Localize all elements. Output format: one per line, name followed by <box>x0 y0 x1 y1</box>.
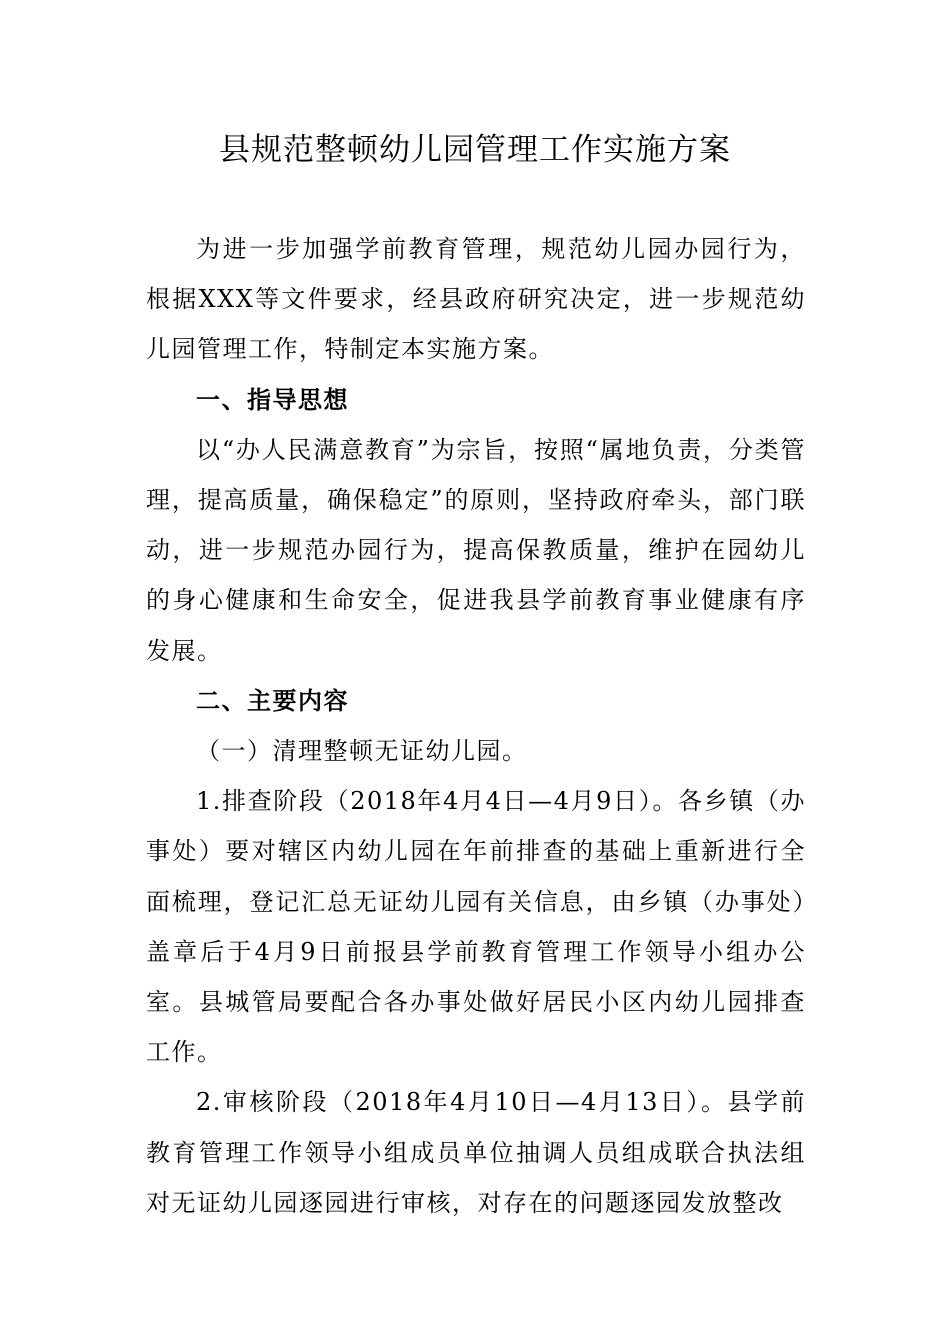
document-body <box>146 224 806 1228</box>
section-heading-main-content: 二、主要内容 <box>196 685 349 715</box>
subsection-heading-unlicensed-kindergartens: （一）清理整顿无证幼儿园。 <box>196 737 528 766</box>
guiding-ideology-paragraph: 以“办人民满意教育”为宗旨，按照“属地负责，分类管理，提高质量，确保稳定”的原则，坚持政府牵头，部门联动，进一步规范办园行为，提高保教质量，维护在园幼儿的身心健康和生命安全，促进我县学前教育事业健康有序发展。 <box>146 435 806 665</box>
intro-paragraph: 为进一步加强学前教育管理，规范幼儿园办园行为，根据XXX等文件要求，经县政府研究决定，进一步规范幼儿园管理工作，特制定本实施方案。 <box>146 235 806 364</box>
review-stage-paragraph: 2.审核阶段（2018年4月10日—4月13日）。县学前教育管理工作领导小组成员单位抽调人员组成联合执法组对无证幼儿园逐园进行审核，对存在的问题逐园发放整改 <box>146 1088 806 1217</box>
investigation-stage-paragraph: 1.排查阶段（2018年4月4日—4月9日）。各乡镇（办事处）要对辖区内幼儿园在年前排查的基础上重新进行全面梳理，登记汇总无证幼儿园有关信息，由乡镇（办事处）盖章后于4月9日前报县学前教育管理工作领导小组办公室。县城管局要配合各办事处做好居民小区内幼儿园排查工作。 <box>146 787 806 1067</box>
document-title: 县规范整顿幼儿园管理工作实施方案 <box>219 132 731 168</box>
section-heading-guiding-ideology: 一、指导思想 <box>196 384 349 414</box>
